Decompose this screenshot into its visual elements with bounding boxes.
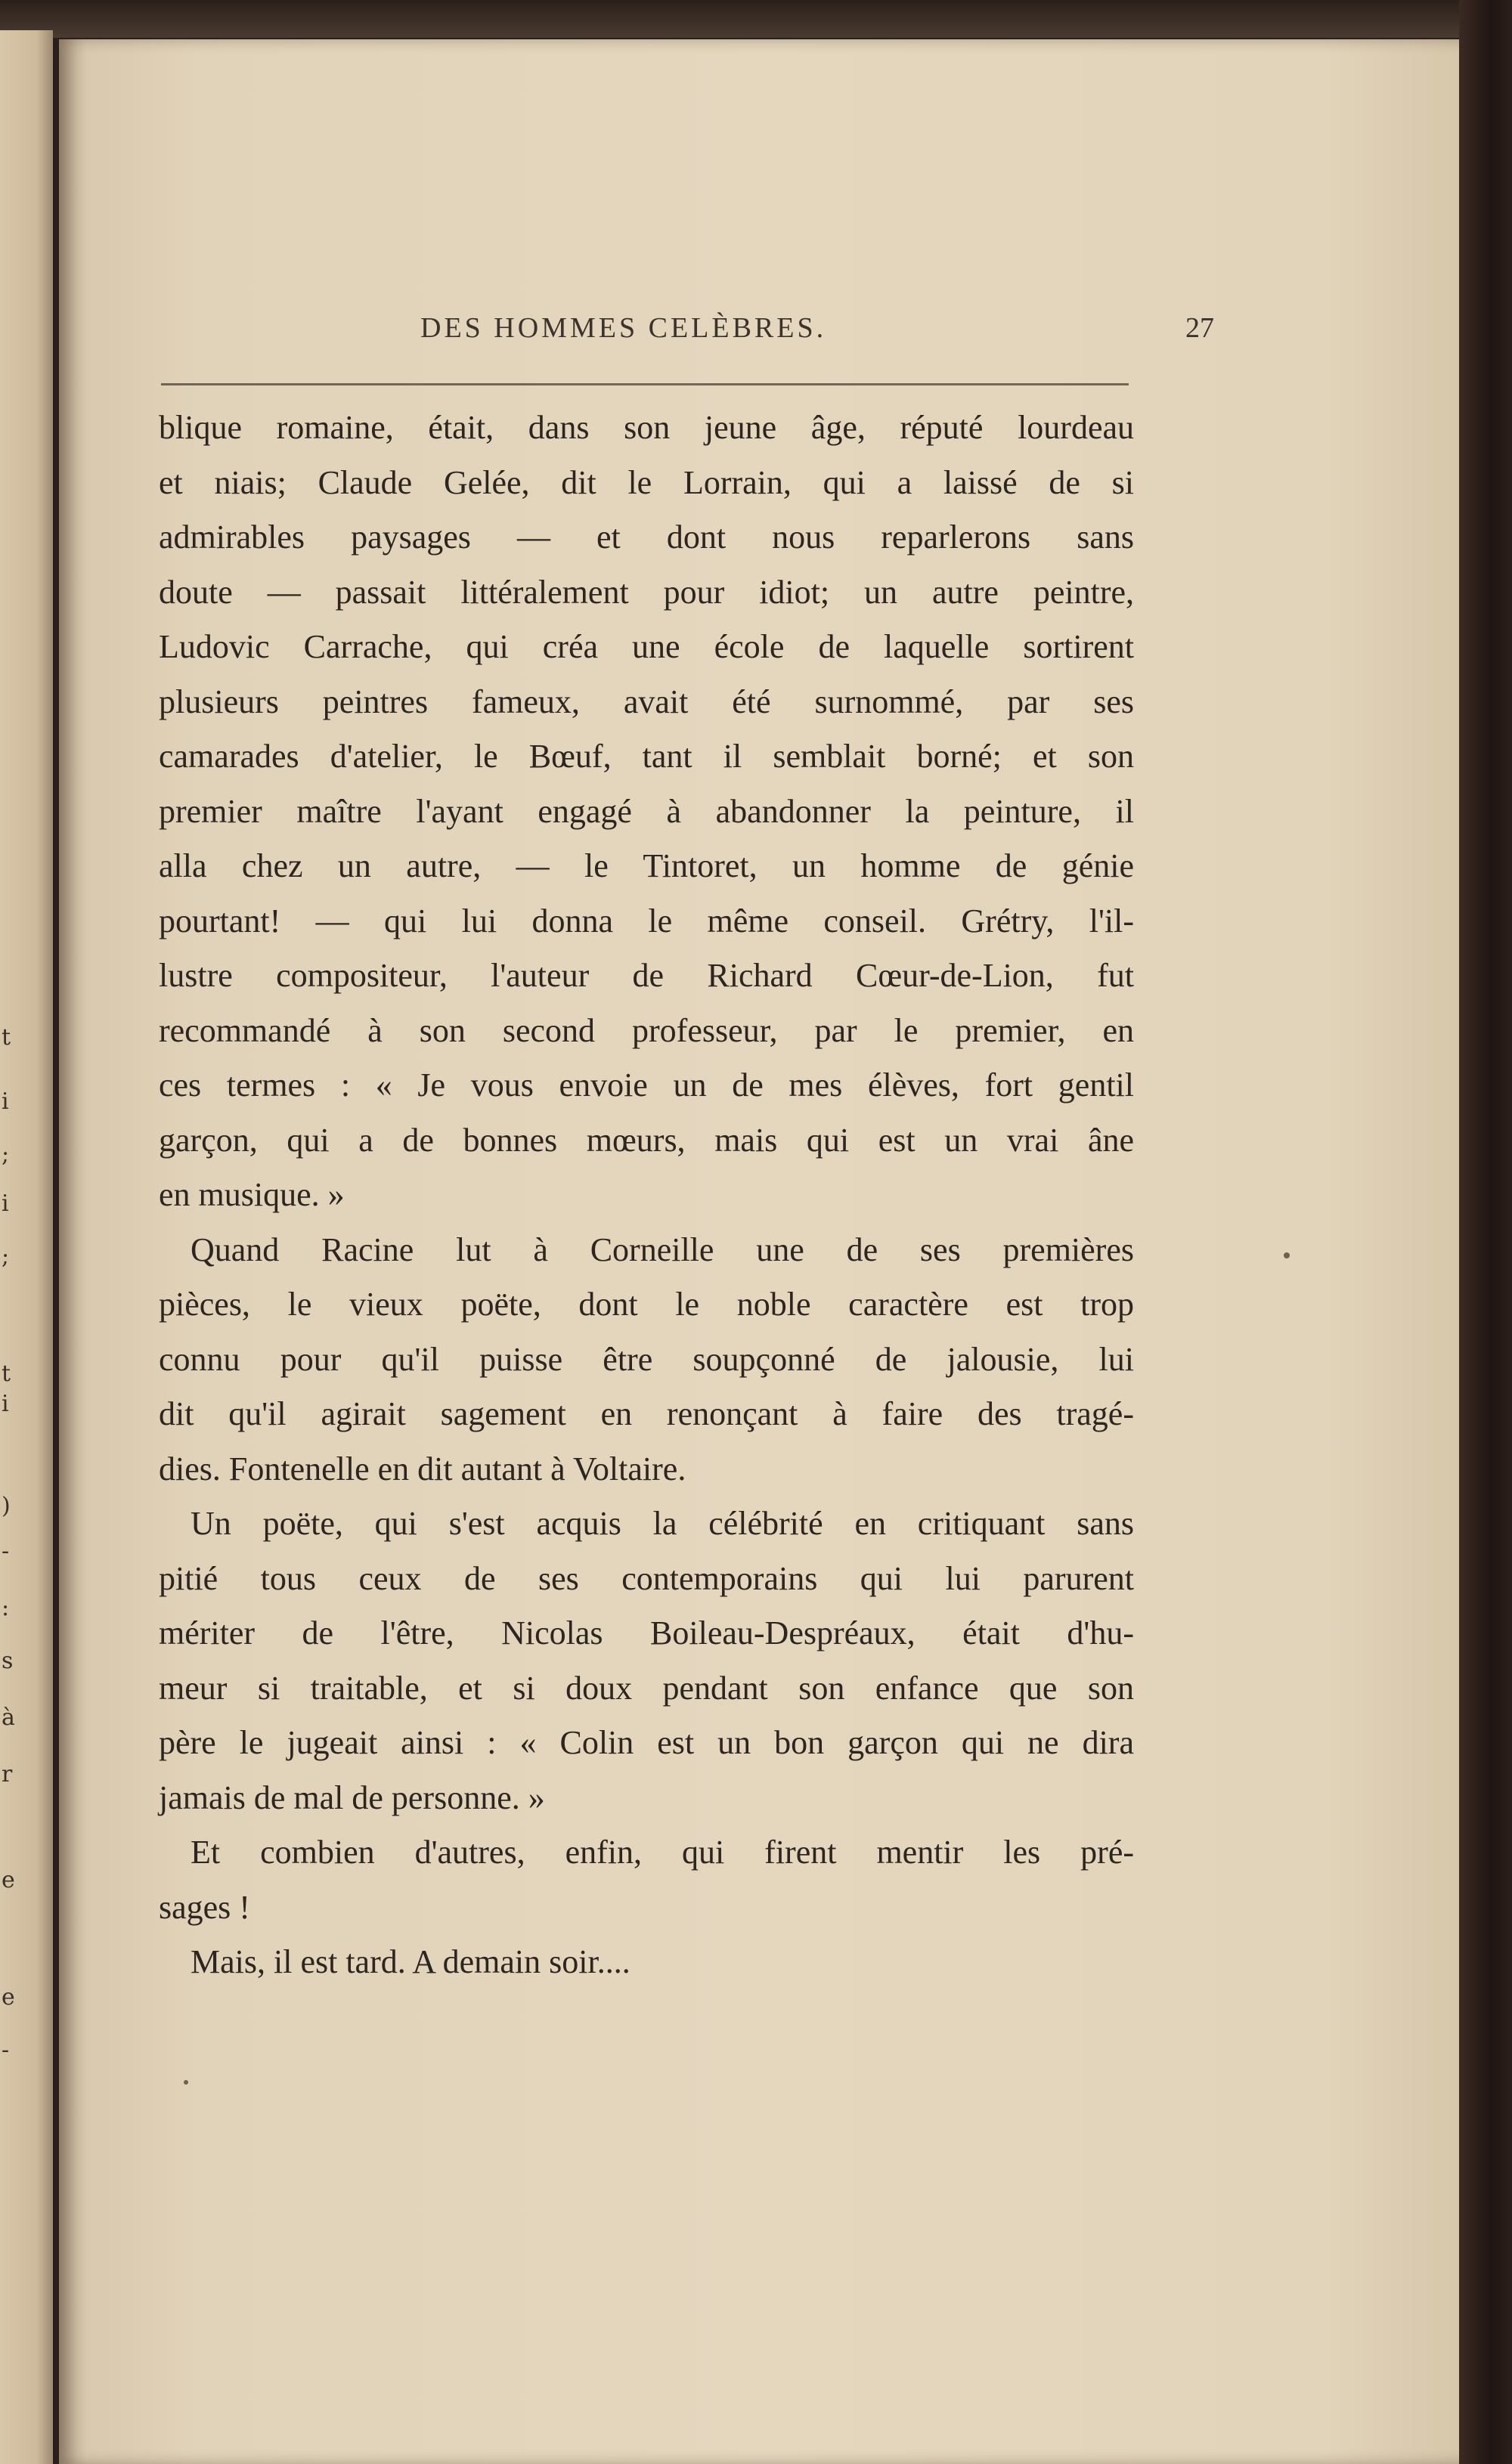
paper-speck bbox=[184, 2080, 188, 2085]
facing-page-edge bbox=[0, 30, 53, 2464]
text-line: mériter de l'être, Nicolas Boileau-Despréaux, était d'hu- bbox=[159, 1614, 1134, 1651]
text-line: pourtant! — qui lui donna le même conseil. Grétry, l'il- bbox=[159, 902, 1134, 939]
page-header bbox=[420, 311, 1214, 357]
margin-glyph: à bbox=[2, 1704, 15, 1731]
text-line: camarades d'atelier, le Bœuf, tant il semblait borné; et son bbox=[159, 738, 1134, 775]
margin-glyph: r bbox=[2, 1761, 13, 1788]
margin-glyph: - bbox=[2, 2037, 10, 2063]
margin-glyph: t bbox=[2, 1360, 11, 1387]
text-line: garçon, qui a de bonnes mœurs, mais qui est un vrai âne bbox=[159, 1121, 1134, 1159]
text-line: premier maître l'ayant engagé à abandonner la peinture, il bbox=[159, 792, 1134, 830]
text-line: père le jugeait ainsi : « Colin est un bon garçon qui ne dira bbox=[159, 1724, 1134, 1761]
text-line: dit qu'il agirait sagement en renonçant à faire des tragé- bbox=[159, 1395, 1134, 1432]
book-page bbox=[59, 39, 1465, 2464]
margin-glyph: i bbox=[2, 1391, 9, 1417]
text-line: meur si traitable, et si doux pendant son enfance que son bbox=[159, 1669, 1134, 1707]
text-line: sages ! bbox=[159, 1888, 250, 1926]
margin-glyph: e bbox=[2, 1867, 15, 1893]
margin-glyph: i bbox=[2, 1088, 9, 1115]
margin-glyph: ) bbox=[2, 1493, 11, 1519]
binding-top-strip bbox=[0, 0, 1512, 38]
text-line: ces termes : « Je vous envoie un de mes élèves, fort gentil bbox=[159, 1066, 1134, 1104]
text-line: Mais, il est tard. A demain soir.... bbox=[191, 1943, 631, 1980]
text-line: dies. Fontenelle en dit autant à Voltaire. bbox=[159, 1450, 686, 1487]
margin-glyph: : bbox=[2, 1595, 10, 1621]
text-line: en musique. » bbox=[159, 1176, 345, 1213]
header-rule bbox=[161, 383, 1129, 385]
text-line: plusieurs peintres fameux, avait été surnommé, par ses bbox=[159, 683, 1134, 720]
text-line: et niais; Claude Gelée, dit le Lorrain, qui a laissé de si bbox=[159, 463, 1134, 501]
margin-glyph: s bbox=[2, 1648, 14, 1674]
margin-glyph: e bbox=[2, 1984, 15, 2011]
text-line: admirables paysages — et dont nous reparlerons sans bbox=[159, 518, 1134, 556]
margin-glyph: - bbox=[2, 1538, 10, 1565]
paper-speck bbox=[1284, 1252, 1290, 1258]
margin-glyph: ; bbox=[2, 1141, 10, 1168]
text-line: connu pour qu'il puisse être soupçonné de jalousie, lui bbox=[159, 1340, 1134, 1378]
text-line: pièces, le vieux poëte, dont le noble caractère est trop bbox=[159, 1286, 1134, 1323]
margin-glyph: t bbox=[2, 1024, 11, 1051]
text-line: doute — passait littéralement pour idiot; un autre peintre, bbox=[159, 573, 1134, 611]
margin-glyph: i bbox=[2, 1190, 9, 1217]
text-line: Ludovic Carrache, qui créa une école de laquelle sortirent bbox=[159, 628, 1134, 665]
body-text bbox=[159, 401, 1134, 1990]
text-line: recommandé à son second professeur, par le premier, en bbox=[159, 1011, 1134, 1049]
cover-edge bbox=[1459, 0, 1512, 2464]
text-line: Et combien d'autres, enfin, qui firent mentir les pré- bbox=[191, 1834, 1134, 1871]
page-number: 27 bbox=[1185, 312, 1214, 344]
text-line: Quand Racine lut à Corneille une de ses premières bbox=[191, 1230, 1134, 1268]
text-line: blique romaine, était, dans son jeune âge, réputé lourdeau bbox=[159, 409, 1134, 446]
text-line: lustre compositeur, l'auteur de Richard Cœur-de-Lion, fut bbox=[159, 957, 1134, 994]
text-line: alla chez un autre, — le Tintoret, un homme de génie bbox=[159, 847, 1134, 884]
text-line: Un poëte, qui s'est acquis la célébrité en critiquant sans bbox=[191, 1505, 1134, 1542]
text-line: pitié tous ceux de ses contemporains qui lui parurent bbox=[159, 1559, 1134, 1597]
running-title: DES HOMMES CELÈBRES. bbox=[420, 312, 827, 344]
margin-glyph: ; bbox=[2, 1243, 10, 1270]
text-line: jamais de mal de personne. » bbox=[159, 1778, 545, 1816]
